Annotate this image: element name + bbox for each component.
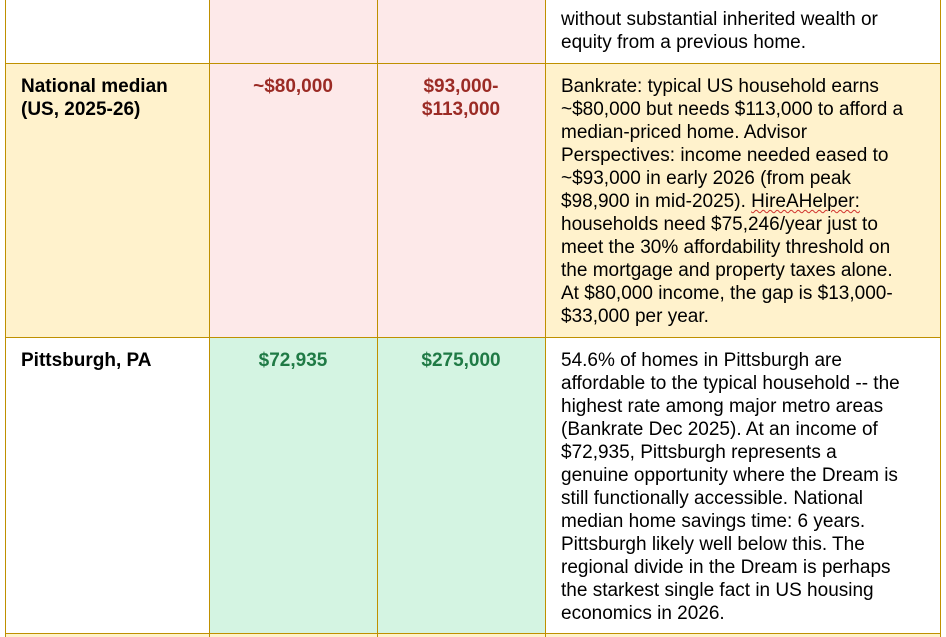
region-line: (US, 2025-26) (21, 99, 141, 120)
needed-line: $93,000- (423, 76, 499, 97)
notes-line: Pittsburgh likely well below this. The (561, 534, 865, 555)
row1-income-value: ~$80,000 (253, 76, 333, 97)
spellcheck-word: HireAHelper: (751, 191, 860, 212)
notes-line: households need $75,246/year just to (561, 214, 878, 235)
notes-line: $72,935, Pittsburgh represents a (561, 442, 837, 463)
notes-line: the starkest single fact in US housing (561, 580, 874, 601)
notes-line: median home savings time: 6 years. (561, 511, 866, 532)
notes-line: meet the 30% affordability threshold on (561, 237, 891, 258)
row2-needed-cell (377, 337, 545, 633)
row1-region-label (21, 75, 206, 121)
notes-line: economics in 2026. (561, 603, 725, 624)
notes-line: equity from a previous home. (561, 32, 807, 53)
grid-line (5, 0, 6, 637)
notes-fragment: $98,900 in mid-2025). (561, 191, 752, 212)
notes-line: median-priced home. Advisor (561, 122, 808, 143)
region-line: National median (21, 76, 168, 97)
notes-line: affordable to the typical household -- the (561, 373, 900, 394)
notes-line (561, 190, 937, 213)
row2-notes-text (561, 349, 937, 625)
notes-line: 54.6% of homes in Pittsburgh are (561, 350, 842, 371)
notes-line: ~$93,000 in early 2026 (from peak (561, 168, 851, 189)
notes-line: highest rate among major metro areas (561, 396, 884, 417)
row0-notes-text (561, 8, 933, 54)
notes-line: without substantial inherited wealth or (561, 9, 878, 30)
grid-line (5, 337, 941, 338)
row1-income-cell (209, 63, 377, 337)
row2-region-cell (5, 337, 209, 633)
notes-line: still functionally accessible. National (561, 488, 864, 509)
grid-line (5, 63, 941, 64)
row0-income-cell (209, 0, 377, 63)
row1-needed-value (377, 75, 545, 121)
row2-needed-value: $275,000 (421, 350, 501, 371)
notes-line: (Bankrate Dec 2025). At an income of (561, 419, 878, 440)
row1-notes-text (561, 75, 937, 328)
row0-region-cell (5, 0, 209, 63)
notes-line: the mortgage and property taxes alone. (561, 260, 893, 281)
notes-line: $33,000 per year. (561, 306, 709, 327)
row0-needed-cell (377, 0, 545, 63)
row2-income-value: $72,935 (258, 350, 328, 371)
notes-line: ~$80,000 but needs $113,000 to afford a (561, 99, 904, 120)
notes-line: Perspectives: income needed eased to (561, 145, 889, 166)
row2-income-cell (209, 337, 377, 633)
grid-line (545, 0, 546, 637)
notes-line: regional divide in the Dream is perhaps (561, 557, 891, 578)
needed-line: $113,000 (421, 99, 501, 120)
row2-region-label: Pittsburgh, PA (21, 350, 152, 371)
notes-line: Bankrate: typical US household earns (561, 76, 879, 97)
grid-line (940, 0, 941, 637)
grid-line (5, 633, 941, 634)
notes-line: At $80,000 income, the gap is $13,000- (561, 283, 893, 304)
notes-line: genuine opportunity where the Dream is (561, 465, 898, 486)
